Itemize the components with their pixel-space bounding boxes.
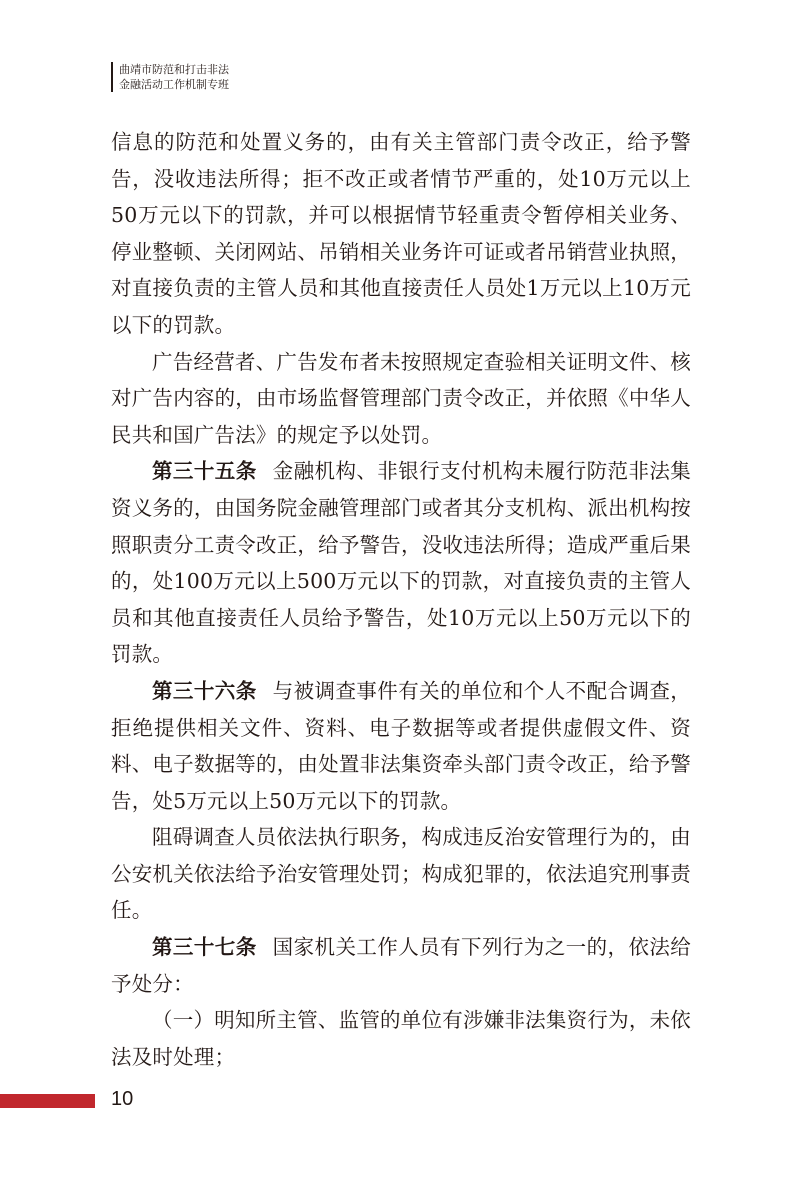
article-35-text: 金融机构、非银行支付机构未履行防范非法集资义务的，由国务院金融管理部门或者其分支机构、派出机构按照职责分工责令改正，给予警告，没收违法所得；造成严重后果的，处100万元以上500万元以下的罚款，对直接负责的主管人员和其他直接责任人员给予警告，处10万元以上50万元以下的罚款。 [111,459,692,667]
paragraph-advertising: 广告经营者、广告发布者未按照规定查验相关证明文件、核对广告内容的，由市场监督管理部门责令改正，并依照《中华人民共和国广告法》的规定予以处罚。 [111,349,691,447]
footer-accent-bar [0,1094,95,1108]
paragraph-obstruction: 阻碍调查人员依法执行职务，构成违反治安管理行为的，由公安机关依法给予治安管理处罚；构成犯罪的，依法追究刑事责任。 [111,825,691,923]
article-35-label: 第三十五条 [152,459,257,484]
article-37-label: 第三十七条 [152,935,257,960]
paragraph-continued: 信息的防范和处置义务的，由有关主管部门责令改正，给予警告，没收违法所得；拒不改正或者情节严重的，处10万元以上50万元以下的罚款，并可以根据情节轻重责令暂停相关业务、停业整顿、关闭网站、吊销相关业务许可证或者吊销营业执照，对直接负责的主管人员和其他直接责任人员处1万元以上10万元以下的罚款。 [111,130,691,337]
header-line-2: 金融活动工作机制专班 [119,78,229,91]
page-body [111,124,691,1075]
running-header [111,62,229,92]
article-36-label: 第三十六条 [152,678,257,703]
article-37 [111,929,691,1002]
article-36-text: 与被调查事件有关的单位和个人不配合调查，拒绝提供相关文件、资料、电子数据等或者提供虚假文件、资料、电子数据等的，由处置非法集资牵头部门责令改正，给予警告，处5万元以上50万元以下的罚款。 [111,678,692,813]
list-item-1: （一）明知所主管、监管的单位有涉嫌非法集资行为，未依法及时处理； [111,1008,691,1069]
header-line-1: 曲靖市防范和打击非法 [119,63,229,76]
article-35 [111,453,691,673]
page-number: 10 [111,1088,134,1110]
article-37-text: 国家机关工作人员有下列行为之一的，依法给予处分： [111,935,692,996]
article-36 [111,673,691,819]
